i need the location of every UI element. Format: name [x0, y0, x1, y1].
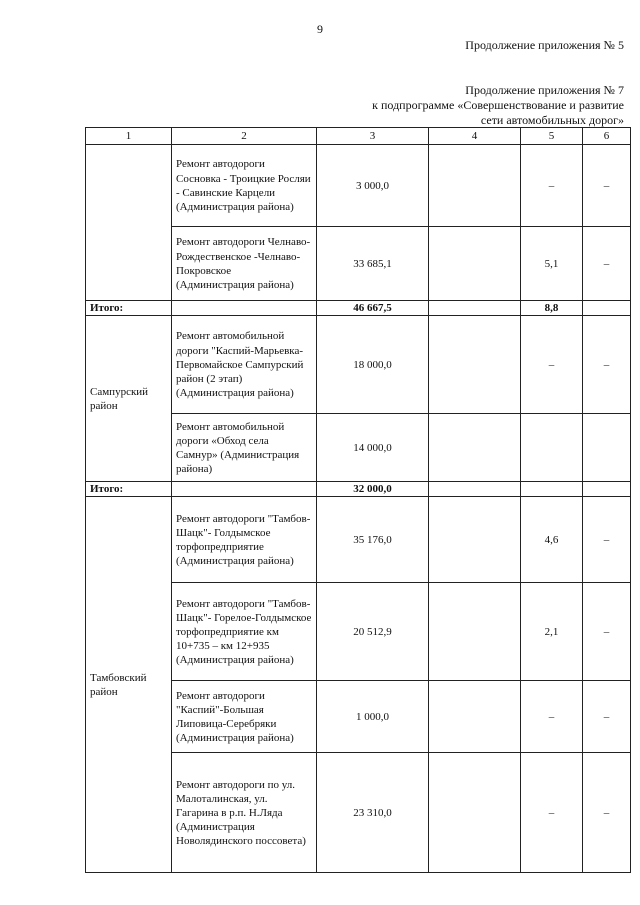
- column-6-cell: –: [583, 753, 631, 873]
- length-cell: –: [521, 316, 583, 414]
- amount-cell: 1 000,0: [317, 681, 429, 753]
- length-cell: 4,6: [521, 497, 583, 583]
- column-4-cell: [429, 145, 521, 227]
- amount-cell: 23 310,0: [317, 753, 429, 873]
- appendix-continuation-header: Продолжение приложения № 5: [465, 38, 624, 52]
- subprogram-header-line-2: к подпрограмме «Совершенствование и развитие: [372, 98, 624, 112]
- total-amount: 32 000,0: [317, 482, 429, 497]
- total-length: 8,8: [521, 301, 583, 316]
- road-repair-table: [85, 127, 631, 873]
- subprogram-header-line-3: сети автомобильных дорог»: [480, 113, 624, 127]
- column-4-cell: [429, 753, 521, 873]
- total-label: Итого:: [86, 301, 172, 316]
- amount-cell: 14 000,0: [317, 414, 429, 482]
- page-number: 9: [317, 22, 323, 36]
- table-row: [86, 145, 631, 227]
- column-header: 3: [317, 128, 429, 145]
- table-header-row: [86, 128, 631, 145]
- column-4-cell: [429, 414, 521, 482]
- column-4-cell: [429, 227, 521, 301]
- column-6-cell: –: [583, 681, 631, 753]
- table-row: [86, 497, 631, 583]
- column-6-cell: [583, 414, 631, 482]
- length-cell: 5,1: [521, 227, 583, 301]
- column-6-cell: –: [583, 145, 631, 227]
- amount-cell: 33 685,1: [317, 227, 429, 301]
- subprogram-header-line-1: Продолжение приложения № 7: [465, 83, 624, 97]
- area-cell: Тамбовский район: [86, 497, 172, 873]
- object-name-cell: Ремонт автодороги "Каспий"-Большая Липовица-Серебряки (Администрация района): [172, 681, 317, 753]
- column-6-cell: –: [583, 316, 631, 414]
- column-4-cell: [429, 681, 521, 753]
- column-4-cell: [429, 497, 521, 583]
- column-header: 2: [172, 128, 317, 145]
- object-name-cell: Ремонт автодороги "Тамбов-Шацк"- Горелое-Голдымское торфопредприятие км 10+735 – км 12+935 (Администрация района): [172, 583, 317, 681]
- amount-cell: 20 512,9: [317, 583, 429, 681]
- table-row: [86, 316, 631, 414]
- total-label: Итого:: [86, 482, 172, 497]
- total-empty-cell: [172, 301, 317, 316]
- length-cell: –: [521, 681, 583, 753]
- subprogram-header: [372, 83, 624, 128]
- column-header: 1: [86, 128, 172, 145]
- amount-cell: 35 176,0: [317, 497, 429, 583]
- total-column-6: [583, 482, 631, 497]
- total-amount: 46 667,5: [317, 301, 429, 316]
- object-name-cell: Ремонт автодороги "Тамбов-Шацк"- Голдымское торфопредприятие (Администрация района): [172, 497, 317, 583]
- column-6-cell: –: [583, 583, 631, 681]
- column-header: 5: [521, 128, 583, 145]
- object-name-cell: Ремонт автодороги по ул. Малоталинская, ул. Гагарина в р.п. Н.Ляда (Администрация Новолядинского поссовета): [172, 753, 317, 873]
- object-name-cell: Ремонт автомобильной дороги «Обход села Самнур» (Администрация района): [172, 414, 317, 482]
- object-name-cell: Ремонт автодороги Челнаво- Рождественское -Челнаво-Покровское (Администрация района): [172, 227, 317, 301]
- length-cell: [521, 414, 583, 482]
- column-4-cell: [429, 583, 521, 681]
- length-cell: –: [521, 753, 583, 873]
- total-column-4: [429, 482, 521, 497]
- total-row: [86, 301, 631, 316]
- area-cell: Сампурский район: [86, 316, 172, 482]
- object-name-cell: Ремонт автомобильной дороги "Каспий-Марьевка-Первомайское Сампурский район (2 этап) (Администрация района): [172, 316, 317, 414]
- column-header: 6: [583, 128, 631, 145]
- column-6-cell: –: [583, 227, 631, 301]
- length-cell: –: [521, 145, 583, 227]
- total-row: [86, 482, 631, 497]
- length-cell: 2,1: [521, 583, 583, 681]
- column-header: 4: [429, 128, 521, 145]
- area-cell: [86, 145, 172, 301]
- amount-cell: 3 000,0: [317, 145, 429, 227]
- total-column-4: [429, 301, 521, 316]
- column-6-cell: –: [583, 497, 631, 583]
- total-length: [521, 482, 583, 497]
- total-column-6: [583, 301, 631, 316]
- amount-cell: 18 000,0: [317, 316, 429, 414]
- column-4-cell: [429, 316, 521, 414]
- total-empty-cell: [172, 482, 317, 497]
- object-name-cell: Ремонт автодороги Сосновка - Троицкие Росляи - Савинские Карцели (Администрация района): [172, 145, 317, 227]
